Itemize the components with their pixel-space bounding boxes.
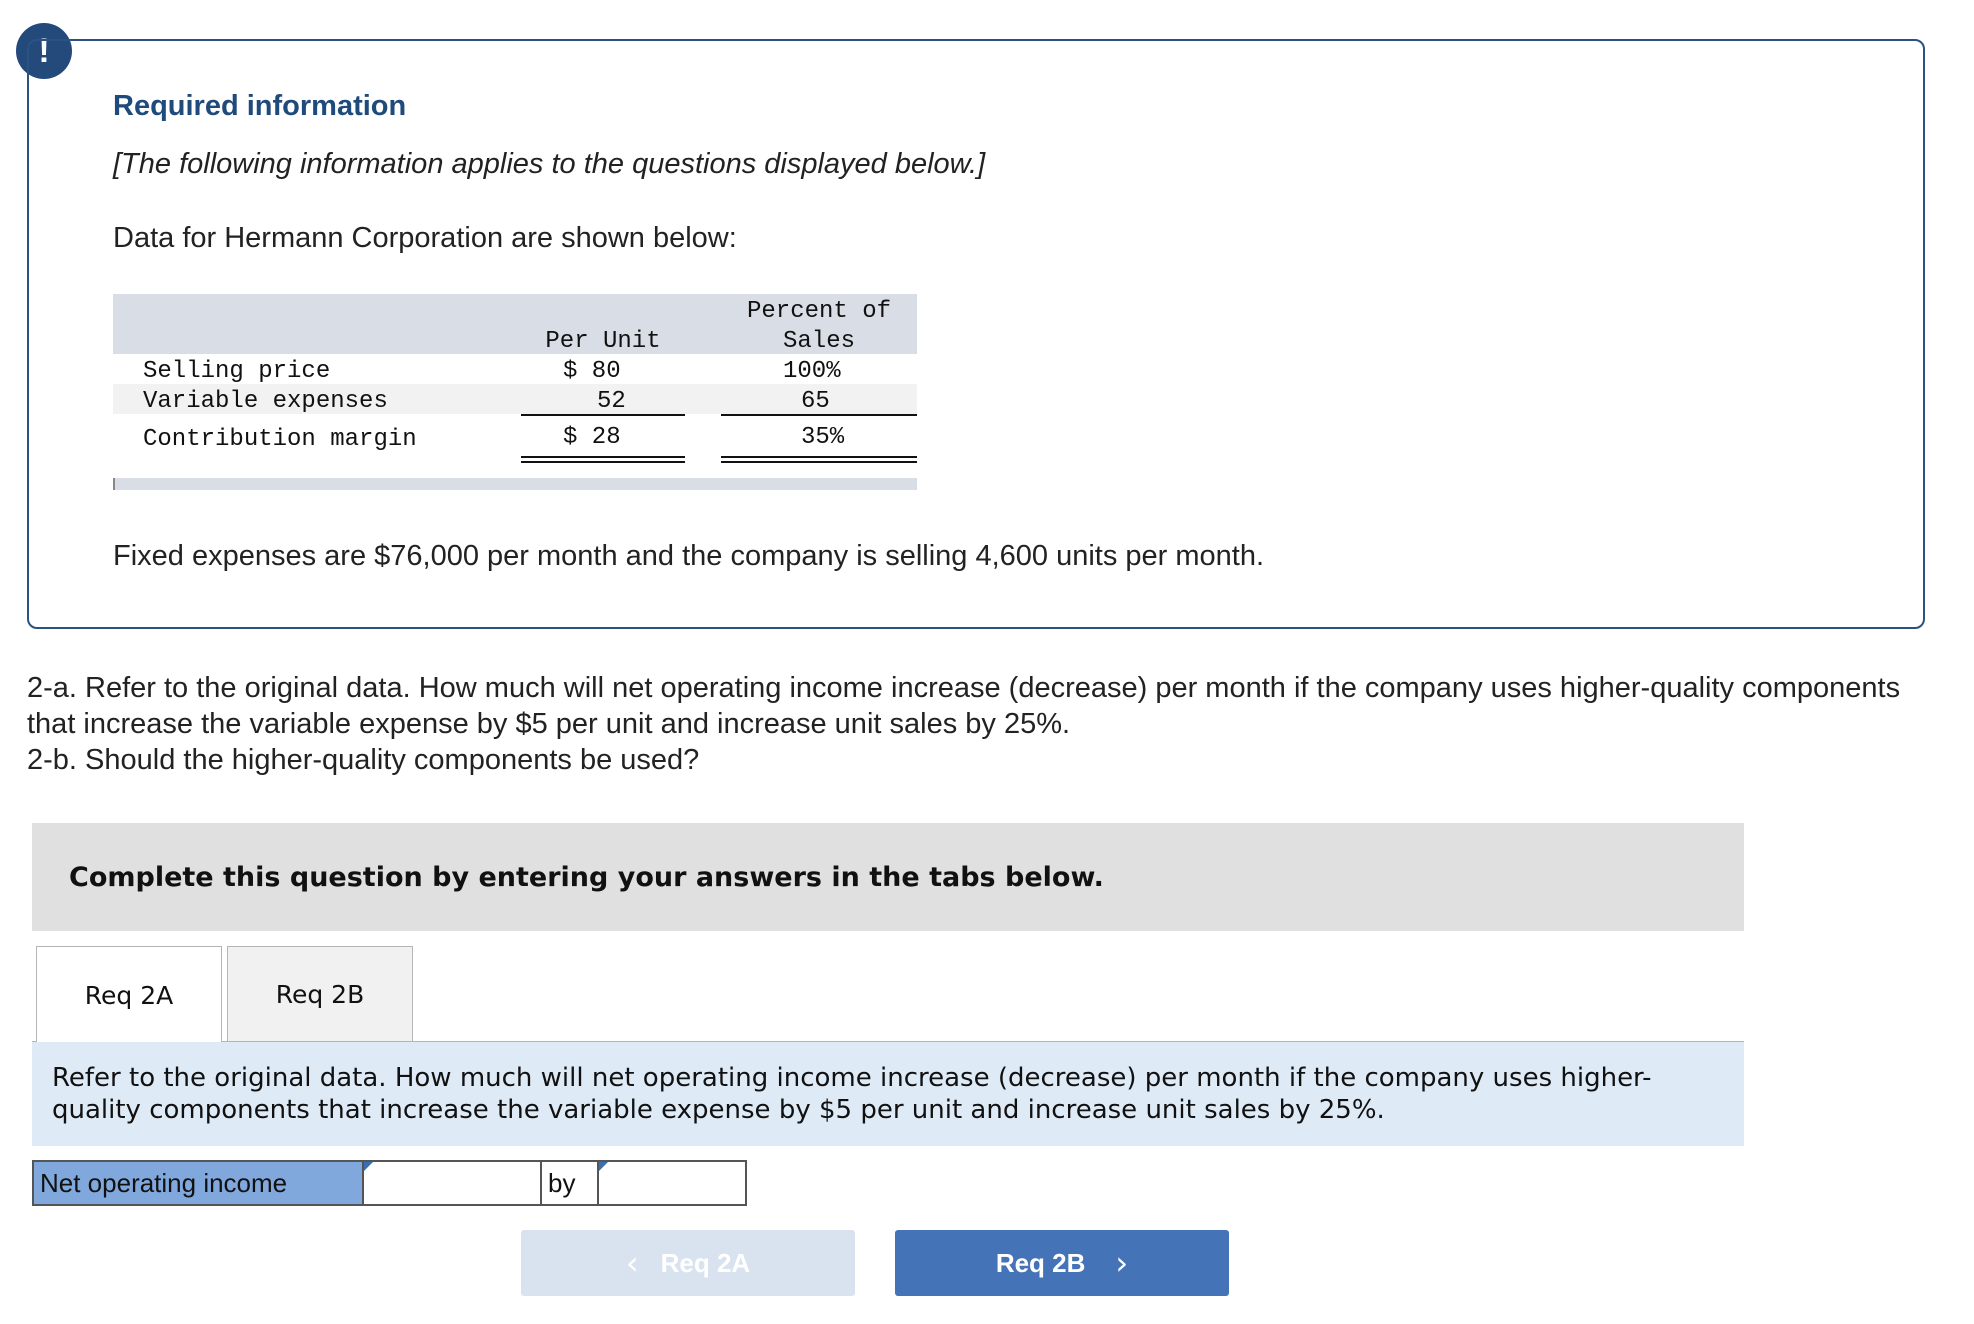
required-information-title: Required information xyxy=(113,90,407,122)
contribution-margin-per-unit: $ 28 xyxy=(563,424,621,451)
input-marker-icon xyxy=(599,1162,608,1171)
change-amount-input[interactable] xyxy=(597,1160,747,1206)
subtotal-rule-per-unit xyxy=(521,414,685,416)
selling-price-percent: 100% xyxy=(783,358,841,385)
prev-req-2a-button[interactable] xyxy=(521,1230,855,1296)
prev-button-label: Req 2A xyxy=(660,1247,751,1278)
tab-req-2a[interactable]: Req 2A xyxy=(36,946,222,1043)
fixed-expenses-note: Fixed expenses are $76,000 per month and the company is selling 4,600 units per month. xyxy=(113,540,1265,572)
question-text xyxy=(27,670,1927,778)
header-percent-line2: Sales xyxy=(782,328,855,355)
subtotal-rule-percent xyxy=(721,414,917,416)
contribution-margin-percent: 35% xyxy=(801,424,845,451)
data-intro: Data for Hermann Corporation are shown below: xyxy=(113,222,737,254)
question-2b: 2-b. Should the higher-quality components be used? xyxy=(27,744,700,776)
alert-icon: ! xyxy=(16,23,72,79)
total-rule-per-unit-1 xyxy=(521,456,685,458)
dropdown-marker-icon xyxy=(364,1162,373,1171)
variable-expenses-percent: 65 xyxy=(801,388,830,415)
header-percent-line1: Percent of xyxy=(746,298,892,325)
variable-expenses-per-unit: 52 xyxy=(597,388,626,415)
header-per-unit: Per Unit xyxy=(545,328,661,355)
next-req-2b-button[interactable] xyxy=(895,1230,1229,1296)
question-2a: 2-a. Refer to the original data. How much will net operating income increase (decrease) per month if the company uses higher-quality components that increase the variable expense by $5 per unit and increase unit sales by 25%. xyxy=(27,672,1901,740)
selling-price-per-unit: $ 80 xyxy=(563,358,621,385)
table-bottom-band xyxy=(113,478,917,490)
total-rule-percent-2 xyxy=(721,461,917,463)
next-button-label: Req 2B xyxy=(995,1247,1086,1278)
row-label-variable-expenses: Variable expenses xyxy=(143,388,388,415)
change-direction-input[interactable] xyxy=(362,1160,542,1206)
tab-req-2b[interactable]: Req 2B xyxy=(227,946,413,1042)
net-operating-income-label: Net operating income xyxy=(32,1160,364,1206)
chevron-left-icon: ‹ xyxy=(625,1244,639,1282)
instruction-banner xyxy=(32,823,1744,931)
row-label-contribution-margin: Contribution margin xyxy=(143,426,417,453)
applies-note: [The following information applies to the questions displayed below.] xyxy=(113,148,986,180)
req-2a-prompt: Refer to the original data. How much will net operating income increase (decrease) per month if the company uses higher-quality components that increase the variable expense by $5 per unit and increase unit sales by 25%. xyxy=(32,1042,1744,1146)
by-label: by xyxy=(542,1160,597,1206)
row-label-selling-price: Selling price xyxy=(143,358,331,385)
instruction-text: Complete this question by entering your answers in the tabs below. xyxy=(69,861,1104,893)
data-table xyxy=(113,294,917,494)
total-rule-percent-1 xyxy=(721,456,917,458)
total-rule-per-unit-2 xyxy=(521,461,685,463)
chevron-right-icon: › xyxy=(1115,1244,1129,1282)
